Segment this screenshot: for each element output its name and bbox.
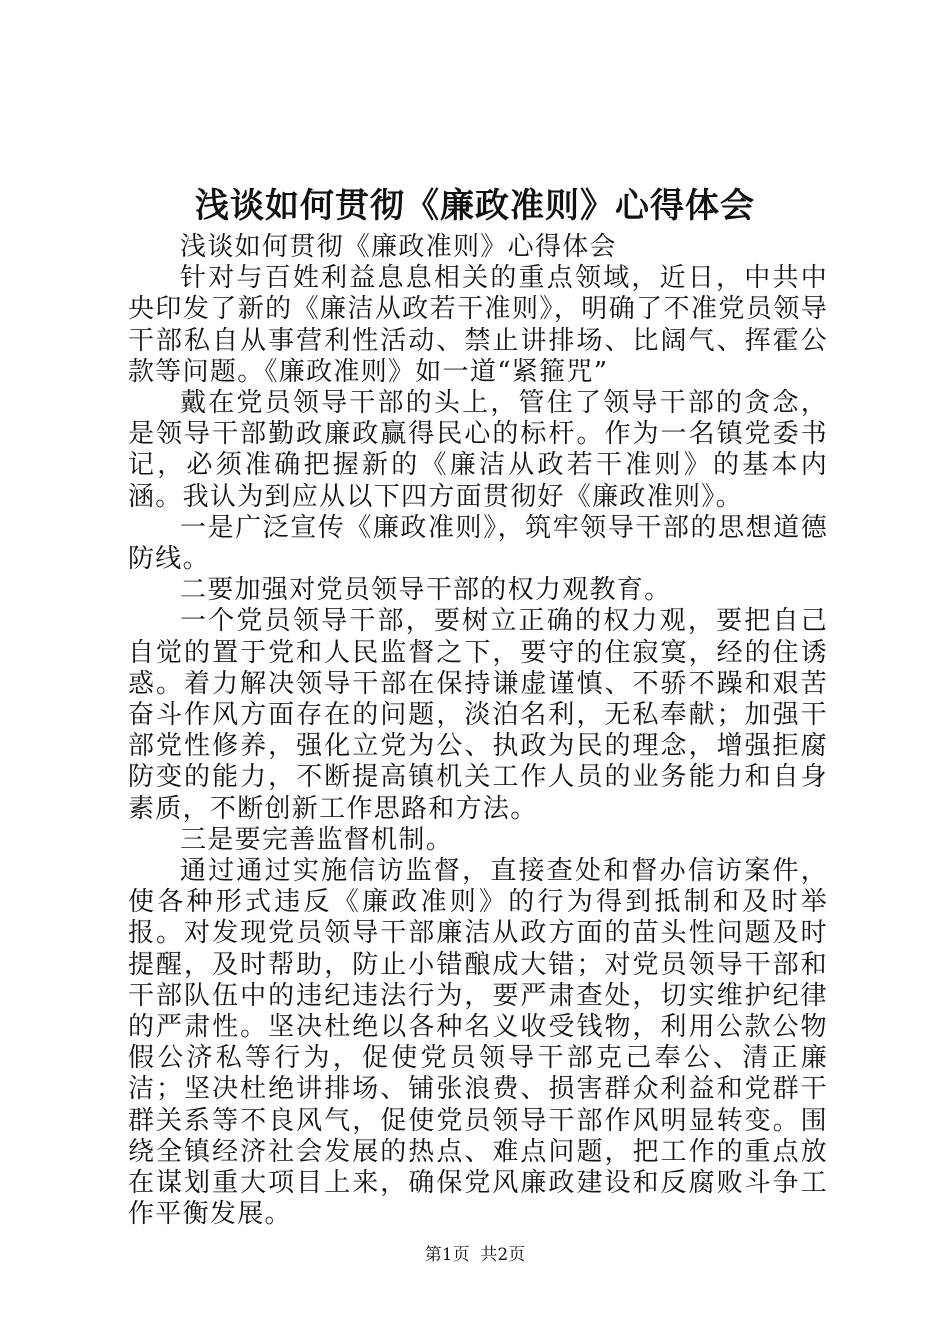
paragraph-intro-continued: 戴在党员领导干部的头上，管住了领导干部的贪念，是领导干部勤政廉政赢得民心的标杆。作为一名镇党委书记，必须准确把握新的《廉洁从政若干准则》的基本内涵。我认为到应从以下四方面贯彻好《廉政准则》。 [128, 388, 828, 512]
document-title: 浅谈如何贯彻《廉政准则》心得体会 [195, 186, 755, 226]
paragraph-point-three: 三是要完善监督机制。 [180, 824, 454, 855]
page-number-current: 第1页 [424, 1245, 470, 1265]
document-body [128, 232, 828, 1231]
paragraph-intro: 针对与百姓利益息息相关的重点领域，近日，中共中央印发了新的《廉洁从政若干准则》，明确了不准党员领导干部私自从事营利性活动、禁止讲排场、比阔气、挥霍公款等问题。《廉政准则》如一道“紧箍咒” [128, 263, 828, 387]
page-footer [0, 1243, 950, 1267]
paragraph-subtitle: 浅谈如何贯彻《廉政准则》心得体会 [180, 232, 617, 262]
page-number-total: 共2页 [480, 1245, 526, 1265]
paragraph-point-two-detail: 一个党员领导干部，要树立正确的权力观，要把自己自觉的置于党和人民监督之下，要守的住寂寞，经的住诱惑。着力解决领导干部在保持谦虚谨慎、不骄不躁和艰苦奋斗作风方面存在的问题，淡泊名利，无私奉献；加强干部党性修养，强化立党为公、执政为民的理念，增强拒腐防变的能力，不断提高镇机关工作人员的业务能力和自身素质，不断创新工作思路和方法。 [128, 606, 828, 824]
paragraph-point-three-detail: 通过通过实施信访监督，直接查处和督办信访案件，使各种形式违反《廉政准则》的行为得到抵制和及时举报。对发现党员领导干部廉洁从政方面的苗头性问题及时提醒，及时帮助，防止小错酿成大错；对党员领导干部和干部队伍中的违纪违法行为，要严肃查处，切实维护纪律的严肃性。坚决杜绝以各种名义收受钱物，利用公款公物假公济私等行为，促使党员领导干部克己奉公、清正廉洁；坚决杜绝讲排场、铺张浪费、损害群众利益和党群干群关系等不良风气，促使党员领导干部作风明显转变。围绕全镇经济社会发展的热点、难点问题，把工作的重点放在谋划重大项目上来，确保党风廉政建设和反腐败斗争工作平衡发展。 [128, 856, 828, 1230]
paragraph-point-one: 一是广泛宣传《廉政准则》，筑牢领导干部的思想道德防线。 [128, 512, 828, 575]
paragraph-point-two: 二要加强对党员领导干部的权力观教育。 [180, 575, 672, 606]
